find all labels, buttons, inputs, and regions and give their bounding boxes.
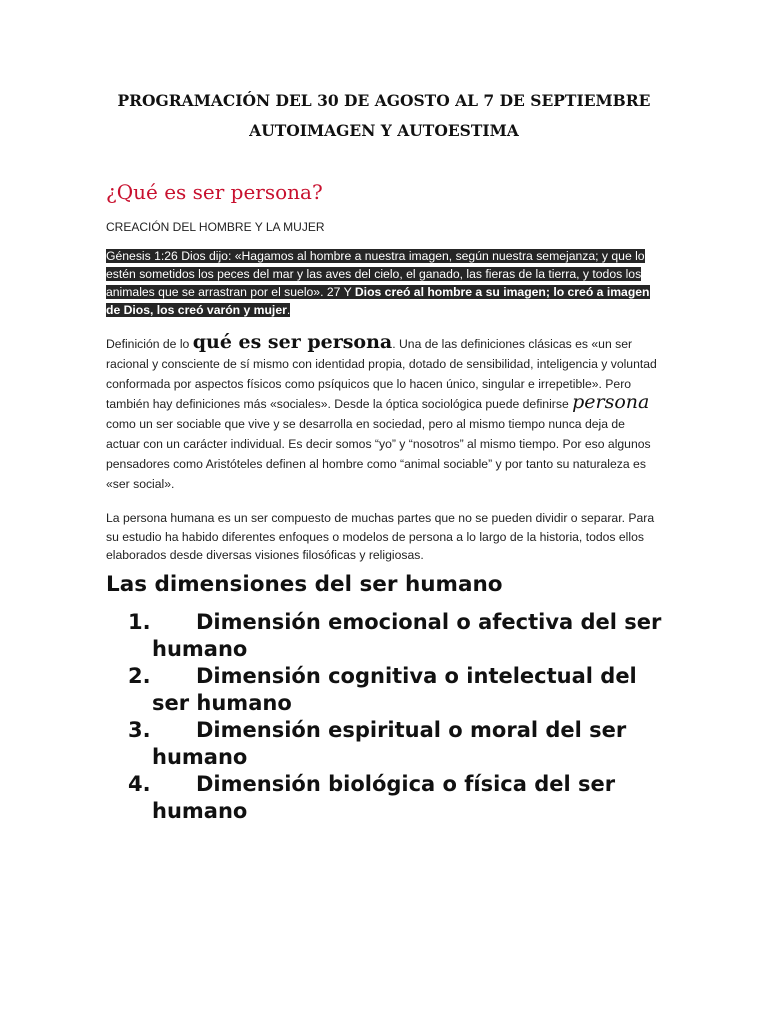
definition-text-3: como un ser sociable que vive y se desarrolla en sociedad, pero al mismo tiempo nunca deja de actuar con un carácter individual. Es decir somos “yo” y “nosotros” al mismo tiempo. Por eso algunos pensadores como Aristóteles definen al hombre como “animal sociable” y por tanto su naturaleza es «ser social».: [106, 417, 651, 491]
list-item-text: Dimensión biológica o física del ser humano: [152, 772, 616, 823]
document-subtitle: AUTOIMAGEN Y AUTOESTIMA: [249, 121, 519, 140]
list-item: [128, 609, 668, 663]
list-item: [128, 717, 668, 771]
list-item: [128, 771, 668, 825]
list-number: 2.: [128, 664, 151, 688]
section-question-heading: ¿Qué es ser persona?: [106, 180, 323, 204]
list-number: 4.: [128, 772, 151, 796]
dimensions-heading: Las dimensiones del ser humano: [106, 572, 503, 597]
list-item-text: Dimensión emocional o afectiva del ser humano: [152, 610, 662, 661]
dimensions-list: [128, 609, 668, 825]
highlighted-verse: [106, 247, 656, 319]
list-number: 1.: [128, 610, 151, 634]
composition-paragraph: La persona humana es un ser compuesto de muchas partes que no se pueden dividir o separar. Para su estudio ha habido diferentes enfoques o modelos de persona a lo largo de la historia, todos ellos elaborados desde diversas visiones filosóficas y religiosas.: [106, 511, 655, 562]
definition-text-2: . Una de las definiciones clásicas es «un ser racional y consciente de sí mismo con identidad propia, dotado de sensibilidad, inteligencia y voluntad conformada por aspectos físicos como psíquicos que lo hacen único, singular e irrepetible». Pero también hay definiciones más «sociales». Desde la óptica sociológica puede definirse: [106, 337, 657, 411]
document-title: PROGRAMACIÓN DEL 30 DE AGOSTO AL 7 DE SEPTIEMBRE: [117, 91, 651, 110]
definition-paragraph: [106, 331, 662, 494]
verse-bold: Dios creó al hombre a su imagen; lo creó a imagen de Dios, los creó varón y mujer: [106, 285, 650, 317]
definition-emphasis: qué es ser persona: [192, 331, 393, 353]
list-item-text: Dimensión cognitiva o intelectual del ser humano: [152, 664, 637, 715]
verse-regular: Génesis 1:26 Dios dijo: «Hagamos al hombre a nuestra imagen, según nuestra semejanza; y que lo estén sometidos los peces del mar y las aves del cielo, el ganado, las fieras de la tierra, y todos los animales que se arrastran por el suelo». 27 Y: [106, 249, 645, 299]
section-subheading: CREACIÓN DEL HOMBRE Y LA MUJER: [106, 220, 325, 234]
verse-text: [106, 249, 650, 317]
definition-text-1: Definición de lo: [106, 337, 193, 351]
list-number: 3.: [128, 718, 151, 742]
list-item: [128, 663, 668, 717]
verse-end: .: [286, 303, 291, 317]
list-item-text: Dimensión espiritual o moral del ser humano: [152, 718, 627, 769]
definition-italic-word: persona: [572, 391, 650, 413]
